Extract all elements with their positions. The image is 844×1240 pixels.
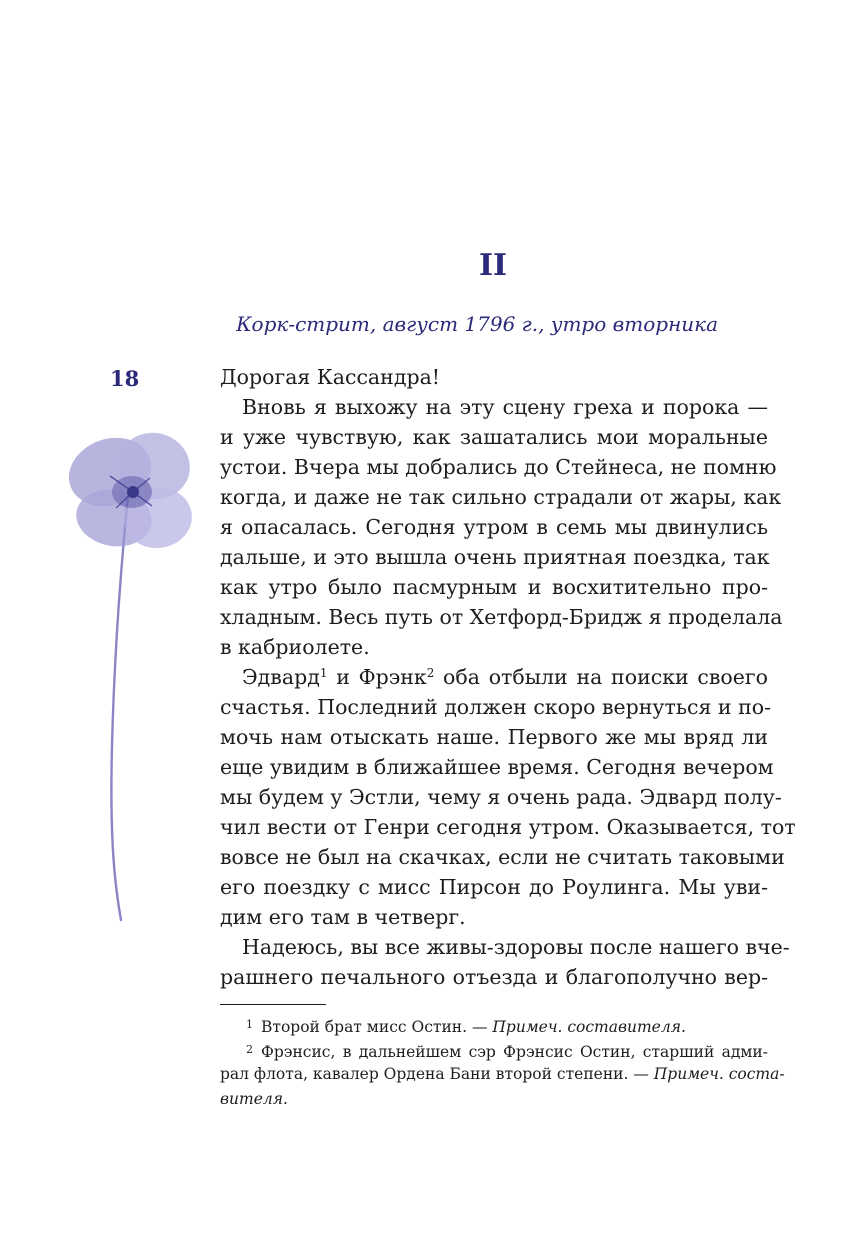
chapter-number: II <box>478 248 508 283</box>
footnote-ref: 1 <box>319 666 328 680</box>
text-line: мы будем у Эстли, чему я очень рада. Эдвард полу- <box>220 785 782 809</box>
footnote-ref: 2 <box>426 666 435 680</box>
text-line: я опасалась. Сегодня утром в семь мы двинулись <box>220 515 768 539</box>
text-fragment: оба отбыли на поиски своего <box>434 665 768 689</box>
text-line: хладным. Весь путь от Хетфорд-Бридж я проделала <box>220 605 783 629</box>
footnote-note: Примеч. составителя. <box>492 1018 686 1036</box>
text-line: еще увидим в ближайшее время. Сегодня вечером <box>220 755 774 779</box>
text-line: Дорогая Кассандра! <box>220 365 441 389</box>
footnote-divider <box>220 1004 326 1005</box>
footnote-text: Второй брат мисс Остин. — <box>261 1018 493 1036</box>
page-number: 18 <box>110 366 140 391</box>
text-line: счастья. Последний должен скоро вернуться и по- <box>220 695 772 719</box>
text-line: как утро было пасмурным и восхитительно про- <box>220 575 768 599</box>
footnote-text: Фрэнсис, в дальнейшем сэр Фрэнсис Остин, старший адми- <box>261 1043 768 1061</box>
chapter-dateline: Корк-стрит, август 1796 г., утро вторника <box>236 312 718 336</box>
text-line: рашнего печального отъезда и благополучно вер- <box>220 965 768 989</box>
text-fragment: Эдвард <box>242 665 320 689</box>
text-line: устои. Вчера мы добрались до Стейнеса, не помню <box>220 455 777 479</box>
text-line: дальше, и это вышла очень приятная поездка, так <box>220 545 770 569</box>
text-line: мочь нам отыскать наше. Первого же мы вряд ли <box>220 725 768 749</box>
footnote-2-cont <box>220 1062 785 1087</box>
letter-text <box>220 362 796 992</box>
footnote-note: Примеч. соста- <box>653 1065 785 1083</box>
text-line: вовсе не был на скачках, если не считать таковыми <box>220 845 785 869</box>
footnote-2 <box>220 1037 768 1062</box>
text-line: Надеюсь, вы все живы-здоровы после нашего вче- <box>242 935 790 959</box>
text-line <box>220 662 768 692</box>
text-line: когда, и даже не так сильно страдали от жары, как <box>220 485 782 509</box>
footnote-text: рал флота, кавалер Ордена Бани второй степени. — <box>220 1065 654 1083</box>
pansy-flower-icon <box>58 426 198 926</box>
text-fragment: и Фрэнк <box>327 665 427 689</box>
footnote-1 <box>220 1012 768 1037</box>
text-line: его поездку с мисс Пирсон до Роулинга. Мы уви- <box>220 875 768 899</box>
text-line: в кабриолете. <box>220 635 370 659</box>
text-line: Вновь я выхожу на эту сцену греха и порока — <box>242 395 768 419</box>
footnote-mark: 2 <box>246 1043 253 1056</box>
text-line: и уже чувствую, как зашатались мои моральные <box>220 425 768 449</box>
footnote-2-end: вителя. <box>220 1090 288 1108</box>
footnote-mark: 1 <box>246 1018 253 1031</box>
text-line: чил вести от Генри сегодня утром. Оказывается, тот <box>220 815 796 839</box>
text-line: дим его там в четверг. <box>220 905 466 929</box>
footnotes <box>220 1012 785 1112</box>
